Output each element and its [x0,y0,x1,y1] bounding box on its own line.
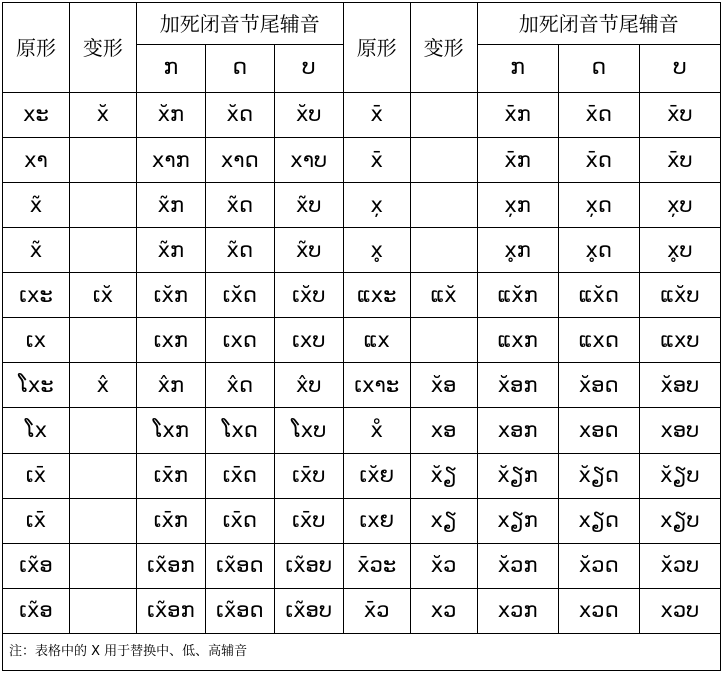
original-form-cell-left: ເx̃ອ [3,543,70,588]
final-bo-cell-left: ເx̄ບ [274,453,343,498]
final-do-cell-left: ເx̃ອດ [205,543,274,588]
final-bo-cell-right: x̆ຽບ [639,453,720,498]
final-ko-cell-left: x̂ກ [136,363,205,408]
original-form-cell-left: ເxະ [3,273,70,318]
final-ko-cell-right: x̆ຽກ [477,453,558,498]
variant-form-cell-right [410,138,477,183]
original-form-cell-left: x̃ [3,183,70,228]
final-ko-cell-right: ແx̆ກ [477,273,558,318]
final-bo-cell-left: ເx̃ອບ [274,588,343,633]
original-form-cell-right: ເxາະ [343,363,410,408]
original-form-cell-left: x̃ [3,228,70,273]
final-bo-cell-right: x̆ວບ [639,543,720,588]
original-form-cell-right: x̄ [343,138,410,183]
final-bo-cell-right: x̄ບ [639,93,720,138]
original-form-cell-right: ເxຍ [343,498,410,543]
original-form-cell-left: ເx [3,318,70,363]
final-ko-cell-left: xາກ [136,138,205,183]
final-bo-cell-left: x̆ບ [274,93,343,138]
final-do-cell-right: ແxດ [558,318,639,363]
final-ko-cell-right: xວກ [477,588,558,633]
final-bo-cell-right: x̥ບ [639,228,720,273]
final-bo-cell-right: ແx̆ບ [639,273,720,318]
final-do-cell-left: ເxດ [205,318,274,363]
original-form-header-right: 原形 [343,3,410,93]
variant-form-cell-right: xຽ [410,498,477,543]
final-bo-cell-right: x̄ບ [639,138,720,183]
final-ko-cell-left: ເx̄ກ [136,498,205,543]
variant-form-cell-right: ແx̆ [410,273,477,318]
variant-form-cell-left: x̂ [69,363,136,408]
final-ko-cell-right: x̄ກ [477,93,558,138]
final-ko-cell-left: ເx̆ກ [136,273,205,318]
final-consonant-group-header-left: 加死闭音节尾辅音 [136,3,343,45]
final-ko-cell-right: x̆ວກ [477,543,558,588]
original-form-cell-right: ແx [343,318,410,363]
table-note: 注：表格中的 X 用于替换中、低、高辅音 [3,633,721,670]
final-bo-cell-left: ໂxບ [274,408,343,453]
final-do-cell-left: x̃ດ [205,183,274,228]
final-ko-cell-left: x̃ກ [136,228,205,273]
final-ko-header-left: ກ [136,45,205,93]
final-bo-cell-right: xຽບ [639,498,720,543]
final-ko-cell-right: ແxກ [477,318,558,363]
variant-form-cell-left [69,408,136,453]
original-form-cell-right: x̄ [343,93,410,138]
final-do-header-left: ດ [205,45,274,93]
final-ko-cell-left: ເxກ [136,318,205,363]
final-bo-cell-left: ເx̄ບ [274,498,343,543]
final-do-cell-right: xອດ [558,408,639,453]
final-do-cell-right: xຽດ [558,498,639,543]
variant-form-cell-left [69,228,136,273]
original-form-cell-left: xາ [3,138,70,183]
final-ko-cell-left: x̃ກ [136,183,205,228]
variant-form-cell-left [69,588,136,633]
final-bo-cell-left: xາບ [274,138,343,183]
final-do-cell-right: x̆ຽດ [558,453,639,498]
table-row [3,138,721,183]
final-do-cell-left: xາດ [205,138,274,183]
final-ko-cell-right: xອກ [477,408,558,453]
table-row [3,453,721,498]
note-row [3,633,721,670]
original-form-cell-right: ແxະ [343,273,410,318]
final-do-header-right: ດ [558,45,639,93]
final-ko-cell-right: x̆ອກ [477,363,558,408]
original-form-cell-left: ໂxະ [3,363,70,408]
original-form-cell-left: ເx̄ [3,498,70,543]
final-ko-header-right: ກ [477,45,558,93]
final-do-cell-right: xວດ [558,588,639,633]
final-bo-header-left: ບ [274,45,343,93]
table-row [3,498,721,543]
final-ko-cell-left: ເx̄ກ [136,453,205,498]
original-form-cell-right: x̊ [343,408,410,453]
variant-form-cell-right: xວ [410,588,477,633]
variant-form-cell-right [410,318,477,363]
variant-form-cell-right: x̆ອ [410,363,477,408]
final-do-cell-right: x̥ດ [558,228,639,273]
original-form-cell-left: ໂx [3,408,70,453]
original-form-cell-left: xະ [3,93,70,138]
variant-form-cell-left [69,183,136,228]
original-form-cell-right: ເx̆ຍ [343,453,410,498]
original-form-cell-right: x̦ [343,183,410,228]
variant-form-cell-left: ເx̆ [69,273,136,318]
original-form-cell-left: ເx̄ [3,453,70,498]
variant-form-cell-left [69,453,136,498]
final-do-cell-left: x̃ດ [205,228,274,273]
variant-form-cell-right [410,183,477,228]
final-bo-cell-left: ເxບ [274,318,343,363]
final-bo-cell-left: ເx̃ອບ [274,543,343,588]
variant-form-cell-left: x̆ [69,93,136,138]
final-bo-cell-left: x̃ບ [274,228,343,273]
table-row [3,93,721,138]
final-ko-cell-left: x̆ກ [136,93,205,138]
table-row [3,318,721,363]
header-row [3,3,721,45]
final-bo-cell-right: xວບ [639,588,720,633]
final-do-cell-left: x̆ດ [205,93,274,138]
final-do-cell-left: ເx̄ດ [205,453,274,498]
final-do-cell-left: ເx̃ອດ [205,588,274,633]
final-ko-cell-right: x̄ກ [477,138,558,183]
variant-form-header-right: 变形 [410,3,477,93]
table-row [3,183,721,228]
original-form-header-left: 原形 [3,3,70,93]
vowel-final-consonant-table [2,2,721,671]
variant-form-cell-left [69,318,136,363]
table-row [3,273,721,318]
final-do-cell-right: x̄ດ [558,93,639,138]
variant-form-cell-left [69,543,136,588]
final-do-cell-left: ເx̄ດ [205,498,274,543]
final-bo-cell-right: x̦ບ [639,183,720,228]
final-bo-cell-right: xອບ [639,408,720,453]
variant-form-cell-right: x̆ວ [410,543,477,588]
original-form-cell-right: x̄ວະ [343,543,410,588]
original-form-cell-right: x̥ [343,228,410,273]
final-consonant-group-header-right: 加死闭音节尾辅音 [477,3,720,45]
final-bo-header-right: ບ [639,45,720,93]
final-bo-cell-left: ເx̆ບ [274,273,343,318]
final-do-cell-right: x̦ດ [558,183,639,228]
table-row [3,363,721,408]
original-form-cell-right: x̄ວ [343,588,410,633]
variant-form-cell-left [69,138,136,183]
final-do-cell-right: x̆ວດ [558,543,639,588]
final-ko-cell-right: xຽກ [477,498,558,543]
variant-form-cell-left [69,498,136,543]
final-bo-cell-left: x̃ບ [274,183,343,228]
final-do-cell-left: ໂxດ [205,408,274,453]
final-bo-cell-right: ແxບ [639,318,720,363]
table-row [3,408,721,453]
variant-form-cell-right [410,228,477,273]
final-do-cell-right: x̆ອດ [558,363,639,408]
final-do-cell-right: x̄ດ [558,138,639,183]
variant-form-header-left: 变形 [69,3,136,93]
final-ko-cell-right: x̥ກ [477,228,558,273]
final-do-cell-left: ເx̆ດ [205,273,274,318]
final-bo-cell-left: x̂ບ [274,363,343,408]
variant-form-cell-right: xອ [410,408,477,453]
final-ko-cell-left: ເx̃ອກ [136,588,205,633]
final-ko-cell-right: x̦ກ [477,183,558,228]
table-row [3,228,721,273]
variant-form-cell-right [410,93,477,138]
final-bo-cell-right: x̆ອບ [639,363,720,408]
original-form-cell-left: ເx̃ອ [3,588,70,633]
final-do-cell-left: x̂ດ [205,363,274,408]
final-ko-cell-left: ໂxກ [136,408,205,453]
final-do-cell-right: ແx̆ດ [558,273,639,318]
table-row [3,588,721,633]
table-row [3,543,721,588]
final-ko-cell-left: ເx̃ອກ [136,543,205,588]
variant-form-cell-right: x̆ຽ [410,453,477,498]
